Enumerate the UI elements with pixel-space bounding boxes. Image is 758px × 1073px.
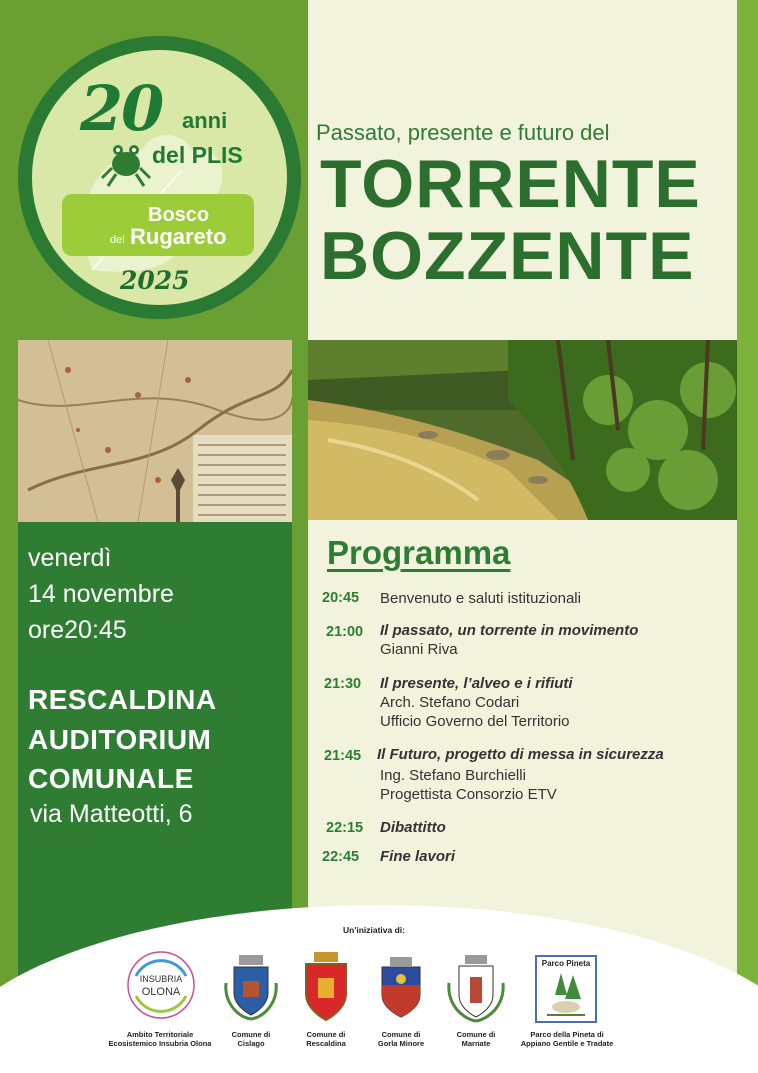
parco-pineta-logo	[535, 955, 597, 1023]
coat-of-arms-icon	[300, 950, 352, 1022]
subtitle: Passato, presente e futuro del	[316, 120, 610, 145]
event-address: via Matteotti, 6	[30, 800, 193, 828]
logo-rugareto-text: Rugareto	[130, 224, 227, 249]
programme-talk-title: Il Futuro, progetto di messa in sicurezza	[377, 746, 664, 763]
right-frame	[737, 0, 758, 1073]
programme-talk-title: Dibattitto	[380, 819, 446, 836]
sponsor-caption: Parco della Pineta di Appiano Gentile e Tradate	[520, 1030, 614, 1048]
programme-time: 21:45	[324, 748, 362, 764]
coat-of-arms-icon	[445, 953, 507, 1025]
programme-talk-title: Il presente, l’alveo e i rifiuti	[380, 675, 573, 692]
programme-title: Programma	[327, 534, 511, 571]
event-location-line-2: AUDITORIUM	[28, 724, 212, 755]
event-location-line-1: RESCALDINA	[28, 684, 217, 715]
badge-number: 20	[80, 72, 163, 145]
sponsor-caption: Comune di Rescaldina	[306, 1030, 346, 1048]
badge-del-plis: del PLIS	[152, 142, 243, 168]
programme-time: 20:45	[322, 590, 360, 606]
sponsor-caption: Ambito Territoriale Ecosistemico Insubria Olona	[108, 1030, 212, 1048]
coat-of-arms-icon	[222, 953, 280, 1023]
event-date: 14 novembre	[28, 580, 174, 608]
programme-talk-title: Il passato, un torrente in movimento	[380, 622, 639, 639]
event-location-line-3: COMUNALE	[28, 763, 194, 794]
insubria-logo-text-1: INSUBRIA	[139, 974, 183, 984]
badge-anni: anni	[182, 108, 228, 133]
river-photo	[308, 340, 737, 520]
sponsor-caption: Comune di Gorla Minore	[377, 1030, 425, 1048]
programme-text: Benvenuto e saluti istituzionali	[380, 590, 581, 607]
programme-speaker: Arch. Stefano Codari	[380, 694, 520, 711]
event-day: venerdì	[28, 544, 112, 572]
programme-time: 21:00	[326, 624, 364, 640]
programme-time: 22:15	[326, 820, 364, 836]
event-time: ore20:45	[28, 616, 127, 644]
logo-bosco-text: Bosco	[148, 204, 210, 226]
historic-map-image	[18, 340, 292, 522]
title-line-2: BOZZENTE	[320, 218, 695, 294]
programme-talk-title: Fine lavori	[380, 848, 456, 865]
badge-year: 2025	[120, 266, 190, 295]
insubria-olona-logo	[126, 950, 196, 1020]
programme-speaker-role: Progettista Consorzio ETV	[380, 786, 557, 803]
initiative-label: Un'iniziativa di:	[343, 925, 405, 935]
programme-time: 22:45	[322, 849, 360, 865]
insubria-logo-text-2: OLONA	[141, 986, 181, 998]
parco-logo-text: Parco Pineta	[541, 959, 591, 968]
sponsor-caption: Comune di Cislago	[231, 1030, 271, 1048]
programme-time: 21:30	[324, 676, 362, 692]
sponsor-caption: Comune di Marnate	[456, 1030, 496, 1048]
coat-of-arms-icon	[378, 955, 424, 1021]
programme-speaker: Gianni Riva	[380, 641, 458, 658]
title-line-1: TORRENTE	[320, 146, 701, 222]
programme-speaker-role: Ufficio Governo del Territorio	[380, 713, 570, 730]
logo-del-text: del	[110, 234, 125, 246]
frog-icon	[98, 138, 154, 188]
programme-speaker: Ing. Stefano Burchielli	[380, 767, 526, 784]
